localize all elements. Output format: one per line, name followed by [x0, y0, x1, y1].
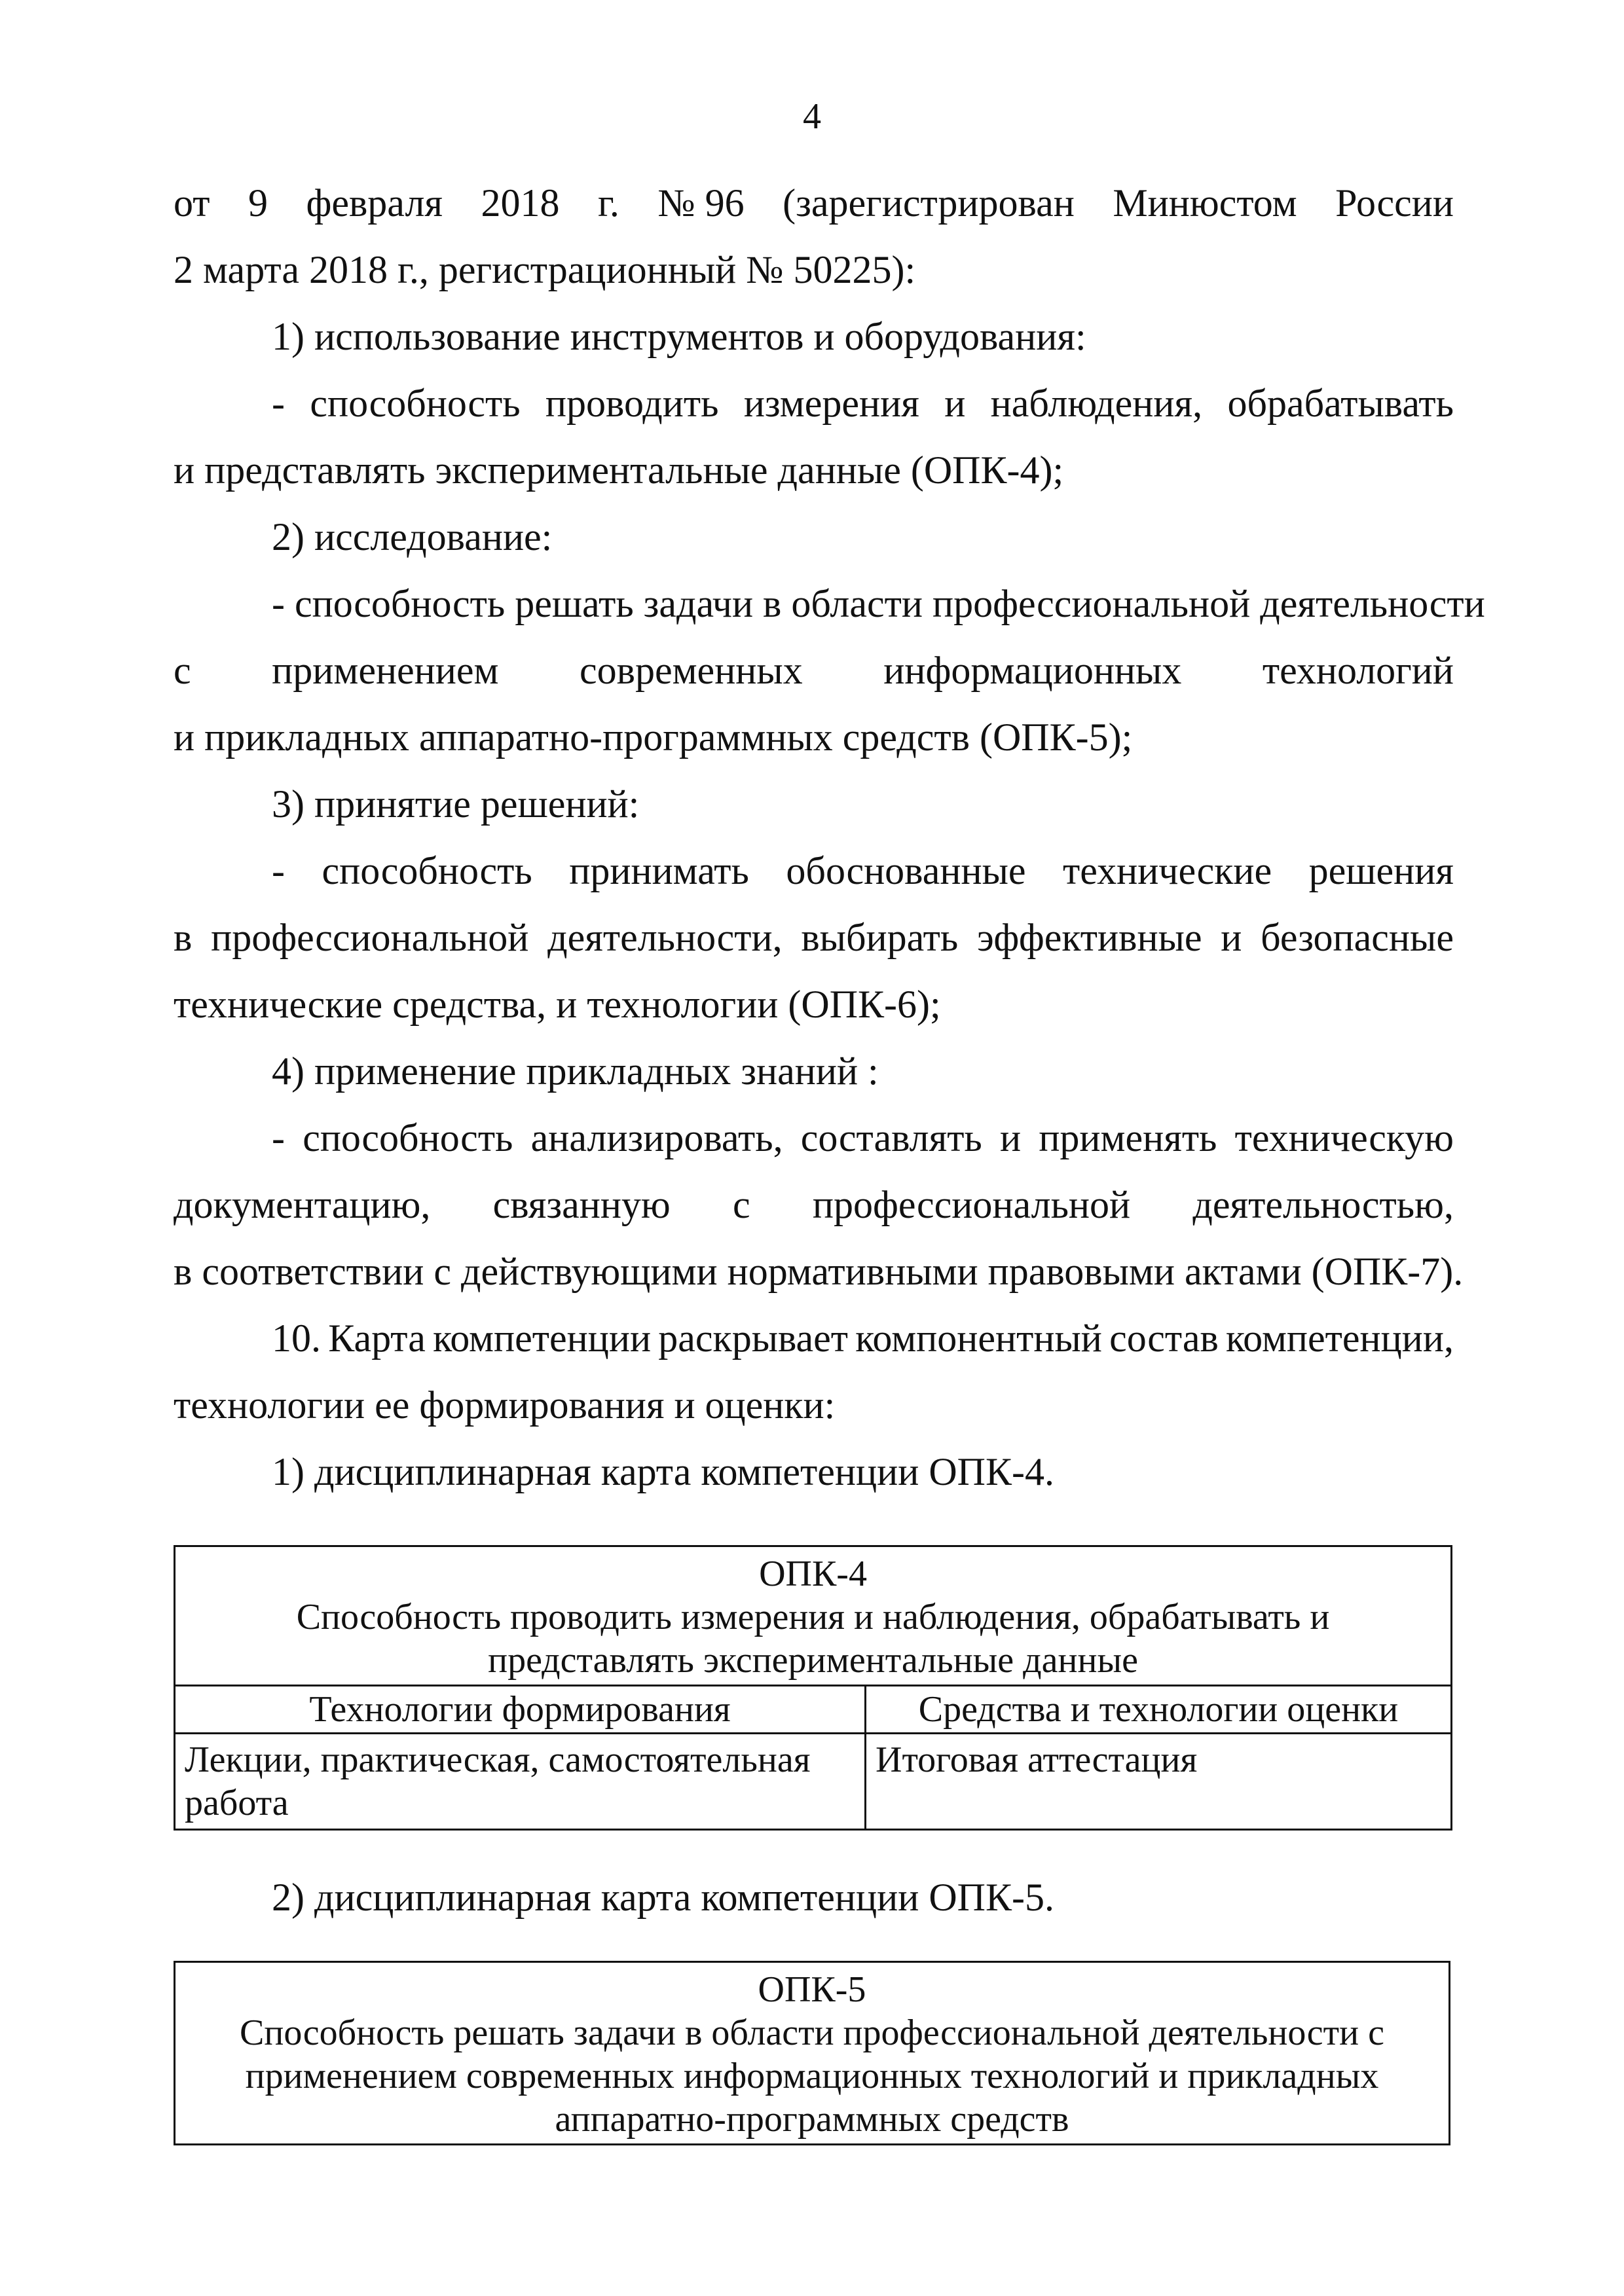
word: обрабатывать [1227, 382, 1454, 425]
word: способность [303, 1116, 513, 1159]
word: в [174, 916, 193, 959]
word: - [272, 849, 285, 892]
word: принимать [569, 849, 749, 892]
card-intro: 1) дисциплинарная карта компетенции ОПК-4. [272, 1450, 1054, 1493]
word: обоснованные [786, 849, 1026, 892]
card-code: ОПК-4 [759, 1554, 867, 1594]
word: документацию, [174, 1183, 431, 1226]
paragraph-line [272, 1319, 1454, 1358]
word: способность [322, 849, 532, 892]
word: проводить [545, 382, 719, 425]
paragraph-line [174, 651, 1454, 690]
word: безопасные [1261, 916, 1454, 959]
word: способность [310, 382, 521, 425]
paragraph-line [272, 1118, 1454, 1157]
word: февраля [306, 181, 443, 225]
word: Карта [328, 1317, 426, 1360]
word: измерения [743, 382, 919, 425]
word: решения [1308, 849, 1454, 892]
paragraph-line [272, 851, 1454, 890]
word: профессиональной [812, 1183, 1131, 1226]
paragraph-line: 2 марта 2018 г., регистрационный № 50225): [174, 248, 916, 291]
word: применением [272, 649, 499, 692]
word: 10. [272, 1317, 321, 1360]
list-item-title: 4) применение прикладных знаний : [272, 1049, 879, 1093]
word: выбирать [801, 916, 959, 959]
word: технические [1063, 849, 1272, 892]
word: с [733, 1183, 750, 1226]
word: деятельности, [547, 916, 783, 959]
word: современных [580, 649, 803, 692]
word: России [1335, 181, 1454, 225]
word: эффективные [977, 916, 1202, 959]
word: профессиональной [211, 916, 529, 959]
word: от [174, 181, 210, 225]
paragraph-line: технологии ее формирования и оценки: [174, 1383, 836, 1427]
word: технологий [1262, 649, 1454, 692]
paragraph-line [272, 384, 1454, 423]
word: - [272, 1116, 285, 1159]
word: № 96 [657, 181, 745, 225]
formation-value: Лекции, практическая, самостоятельная работа [175, 1734, 866, 1830]
card-title: Способность решать задачи в области профессиональной деятельности с применением современных информационных технологий и прикладных аппаратно-программных средств [240, 2013, 1384, 2140]
paragraph-line: в соответствии с действующими нормативными правовыми актами (ОПК-7). [174, 1250, 1464, 1293]
column-header-formation: Технологии формирования [175, 1686, 866, 1734]
card-code: ОПК-5 [758, 1969, 866, 2010]
competency-card-opk5 [174, 1961, 1450, 2145]
word: компонентный [855, 1317, 1102, 1360]
page-number: 4 [803, 96, 821, 137]
word: компетенции [433, 1317, 652, 1360]
column-header-assessment: Средства и технологии оценки [866, 1686, 1452, 1734]
word: компетенции, [1226, 1317, 1454, 1360]
word: и [944, 382, 966, 425]
word: Минюстом [1113, 181, 1297, 225]
word: связанную [492, 1183, 671, 1226]
paragraph-line: и прикладных аппаратно-программных средств (ОПК-5); [174, 716, 1133, 759]
word: информационных [883, 649, 1182, 692]
assessment-value: Итоговая аттестация [866, 1734, 1452, 1830]
word: с [174, 649, 191, 692]
word: - [272, 382, 285, 425]
card-intro: 2) дисциплинарная карта компетенции ОПК-5. [272, 1876, 1054, 1919]
list-item-title: 2) исследование: [272, 515, 553, 558]
word: г. [598, 181, 619, 225]
paragraph-line [174, 1185, 1454, 1224]
word: и [1221, 916, 1242, 959]
list-item-title: 3) принятие решений: [272, 782, 640, 826]
word: раскрывает [658, 1317, 849, 1360]
word: и [1000, 1116, 1022, 1159]
paragraph-line [174, 918, 1454, 957]
card-title: Способность проводить измерения и наблюдения, обрабатывать и представлять экспериментальные данные [296, 1597, 1330, 1681]
word: наблюдения, [990, 382, 1203, 425]
word: анализировать, [530, 1116, 783, 1159]
word: 9 [248, 181, 268, 225]
card-header [175, 1962, 1450, 2145]
word: техническую [1234, 1116, 1454, 1159]
word: 2018 [481, 181, 560, 225]
paragraph-line [174, 183, 1454, 223]
card-header [175, 1546, 1452, 1686]
competency-card-opk4 [174, 1545, 1452, 1831]
list-item-title: 1) использование инструментов и оборудования: [272, 315, 1086, 358]
word: составлять [800, 1116, 982, 1159]
paragraph-line: технические средства, и технологии (ОПК-6); [174, 983, 941, 1026]
paragraph-line: и представлять экспериментальные данные (ОПК-4); [174, 448, 1064, 492]
paragraph-line: - способность решать задачи в области профессиональной деятельности [272, 582, 1485, 625]
word: состав [1109, 1317, 1219, 1360]
word: применять [1039, 1116, 1217, 1159]
word: (зарегистрирован [783, 181, 1075, 225]
word: деятельностью, [1192, 1183, 1454, 1226]
